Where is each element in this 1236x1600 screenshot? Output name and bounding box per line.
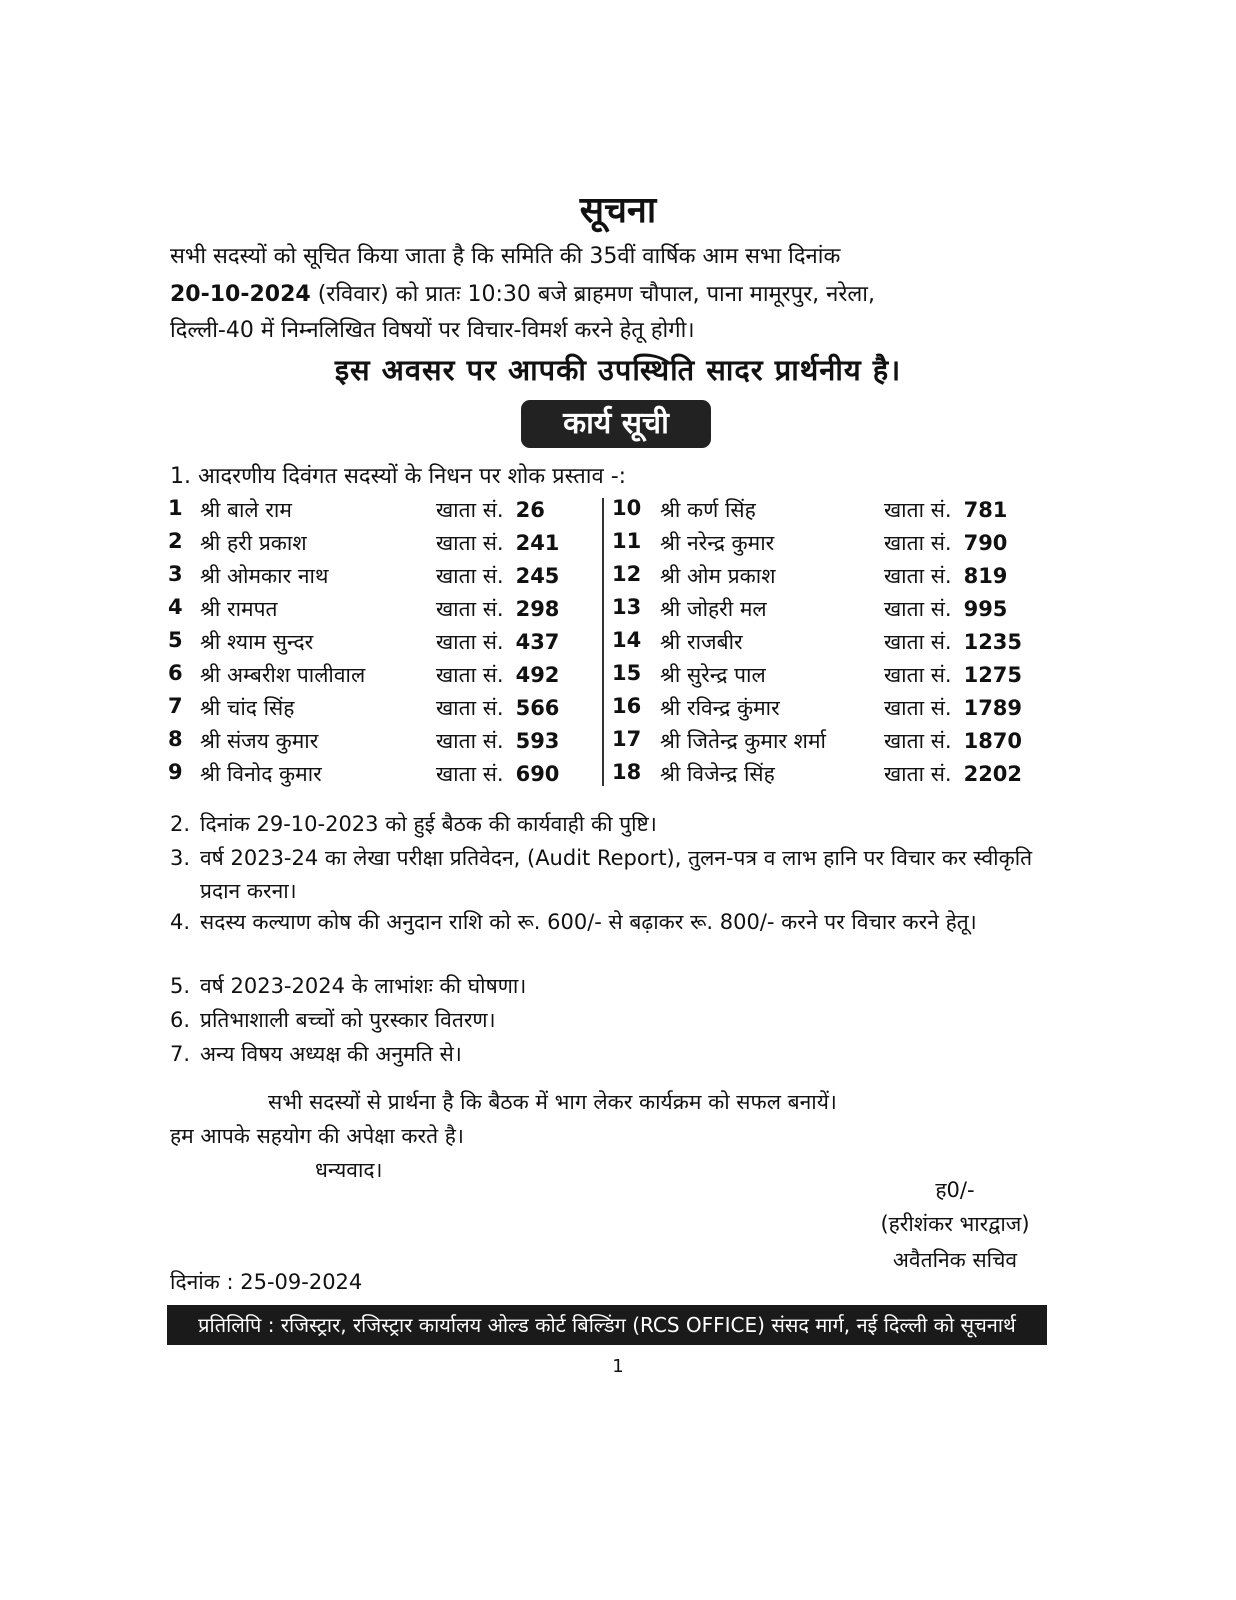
member-account [884, 529, 1007, 557]
account-label: खाता सं. [436, 531, 504, 555]
member-row [0, 595, 1236, 628]
signature-sd: ह0/- [935, 1178, 975, 1202]
account-label: खाता सं. [436, 762, 504, 786]
member-name: श्री चांद सिंह [200, 696, 295, 720]
member-serial: 1 [168, 496, 183, 520]
member-row [0, 529, 1236, 562]
agenda-item-text: अन्य विषय अध्यक्ष की अनुमति से। [200, 1042, 462, 1066]
account-label: खाता सं. [884, 630, 952, 654]
member-name: श्री कर्ण सिंह [660, 498, 756, 522]
closing-line-1: सभी सदस्यों से प्रार्थना है कि बैठक में भाग लेकर कार्यक्रम को सफल बनायें। [268, 1090, 837, 1114]
member-serial: 8 [168, 727, 183, 751]
member-serial: 16 [612, 694, 642, 718]
member-row [0, 562, 1236, 595]
signatory-designation: अवैतनिक सचिव [892, 1248, 1018, 1272]
account-label: खाता सं. [436, 663, 504, 687]
member-name: श्री राजबीर [660, 630, 743, 654]
member-account [884, 595, 1007, 623]
agenda-item-number: 3. [170, 846, 191, 870]
account-number: 690 [515, 762, 560, 786]
member-name: श्री बाले राम [200, 498, 292, 522]
account-number: 298 [515, 597, 560, 621]
member-row [0, 727, 1236, 760]
closing-line-2: हम आपके सहयोग की अपेक्षा करते है। [170, 1124, 464, 1148]
account-number: 790 [963, 531, 1008, 555]
member-name: श्री जोहरी मल [660, 597, 767, 621]
member-serial: 14 [612, 628, 642, 652]
account-label: खाता सं. [884, 531, 952, 555]
member-serial: 2 [168, 529, 183, 553]
account-label: खाता सं. [884, 498, 952, 522]
member-account [884, 727, 1022, 755]
notice-title: सूचना [579, 190, 657, 231]
agenda-item-text: दिनांक 29-10-2023 को हुई बैठक की कार्यवाही की पुष्टि। [200, 812, 657, 836]
account-number: 593 [515, 729, 560, 753]
member-name: श्री हरी प्रकाश [200, 531, 307, 555]
account-number: 492 [515, 663, 560, 687]
account-number: 437 [515, 630, 560, 654]
agenda-item-text: प्रतिभाशाली बच्चों को पुरस्कार वितरण। [200, 1008, 496, 1032]
agenda-item-text: वर्ष 2023-2024 के लाभांशः की घोषणा। [200, 974, 527, 998]
account-number: 26 [515, 498, 545, 522]
member-account [884, 694, 1022, 722]
account-label: खाता सं. [884, 663, 952, 687]
notice-date: दिनांक : 25-09-2024 [170, 1270, 363, 1294]
member-row [0, 694, 1236, 727]
account-label: खाता सं. [884, 729, 952, 753]
member-serial: 7 [168, 694, 183, 718]
account-label: खाता सं. [884, 564, 952, 588]
agenda-item [170, 1004, 1050, 1037]
member-row [0, 496, 1236, 529]
member-serial: 9 [168, 760, 183, 784]
member-serial: 12 [612, 562, 642, 586]
member-account [884, 661, 1022, 689]
agenda-item [170, 906, 1050, 972]
intro-line-2-rest: (रविवार) को प्रातः 10:30 बजे ब्राहमण चौपाल, पाना मामूरपुर, नरेला, [317, 282, 875, 307]
member-account [884, 760, 1022, 788]
member-serial: 11 [612, 529, 642, 553]
agenda-item-number: 5. [170, 974, 191, 998]
member-name: श्री जितेन्द्र कुमार शर्मा [660, 729, 826, 753]
item-1-heading: 1. आदरणीय दिवंगत सदस्यों के निधन पर शोक प्रस्ताव -: [170, 464, 627, 489]
account-number: 819 [963, 564, 1008, 588]
invite-line: इस अवसर पर आपकी उपस्थिति सादर प्रार्थनीय है। [334, 353, 902, 387]
member-name: श्री ओम प्रकाश [660, 564, 776, 588]
member-serial: 4 [168, 595, 183, 619]
account-number: 241 [515, 531, 560, 555]
member-name: श्री नरेन्द्र कुमार [660, 531, 775, 555]
agenda-item-text: सदस्य कल्याण कोष की अनुदान राशि को रू. 600/- से बढ़ाकर रू. 800/- करने पर विचार करने हेतू। [200, 910, 977, 934]
account-label: खाता सं. [436, 597, 504, 621]
account-label: खाता सं. [436, 498, 504, 522]
intro-line-3: दिल्ली-40 में निम्नलिखित विषयों पर विचार-विमर्श करने हेतू होगी। [170, 318, 695, 343]
member-name: श्री अम्बरीश पालीवाल [200, 663, 366, 687]
member-name: श्री विनोद कुमार [200, 762, 322, 786]
agenda-item [170, 1038, 1050, 1071]
agenda-item [170, 808, 1050, 841]
account-number: 1275 [963, 663, 1023, 687]
member-name: श्री श्याम सुन्दर [200, 630, 314, 654]
member-account [884, 628, 1022, 656]
intro-line-2 [170, 278, 1050, 308]
member-serial: 13 [612, 595, 642, 619]
meeting-date: 20-10-2024 [170, 282, 311, 307]
account-label: खाता सं. [884, 762, 952, 786]
account-label: खाता सं. [436, 564, 504, 588]
member-serial: 18 [612, 760, 642, 784]
account-number: 781 [963, 498, 1008, 522]
member-name: श्री रामपत [200, 597, 278, 621]
account-label: खाता सं. [884, 597, 952, 621]
account-number: 1870 [963, 729, 1023, 753]
page-number: 1 [612, 1356, 624, 1377]
member-serial: 15 [612, 661, 642, 685]
member-serial: 10 [612, 496, 642, 520]
account-label: खाता सं. [436, 696, 504, 720]
member-account [884, 562, 1007, 590]
member-name: श्री संजय कुमार [200, 729, 319, 753]
account-label: खाता सं. [884, 696, 952, 720]
member-name: श्री विजेन्द्र सिंह [660, 762, 775, 786]
account-label: खाता सं. [436, 729, 504, 753]
agenda-item-text: वर्ष 2023-24 का लेखा परीक्षा प्रतिवेदन, (Audit Report), तुलन-पत्र व लाभ हानि पर विचार कर स्वीकृति प्रदान करना। [200, 846, 1033, 903]
member-row [0, 628, 1236, 661]
agenda-badge: कार्य सूची [521, 400, 711, 448]
account-number: 566 [515, 696, 560, 720]
copy-to-footer: प्रतिलिपि : रजिस्ट्रार, रजिस्ट्रार कार्यालय ओल्ड कोर्ट बिल्डिंग (RCS OFFICE) संसद मार्ग, नई दिल्ली को सूचनार्थ [167, 1305, 1047, 1345]
agenda-item-number: 4. [170, 910, 191, 934]
agenda-item [170, 842, 1050, 908]
account-number: 245 [515, 564, 560, 588]
account-number: 2202 [963, 762, 1023, 786]
agenda-item-number: 7. [170, 1042, 191, 1066]
member-name: श्री रविन्द्र कुंमार [660, 696, 780, 720]
agenda-item-number: 6. [170, 1008, 191, 1032]
signatory-name: (हरीशंकर भारद्वाज) [880, 1212, 1030, 1236]
account-number: 1789 [963, 696, 1023, 720]
member-name: श्री सुरेन्द्र पाल [660, 663, 766, 687]
account-number: 995 [963, 597, 1008, 621]
member-row [0, 661, 1236, 694]
member-serial: 3 [168, 562, 183, 586]
account-number: 1235 [963, 630, 1023, 654]
member-serial: 5 [168, 628, 183, 652]
agenda-item [170, 970, 1050, 1003]
account-label: खाता सं. [436, 630, 504, 654]
member-serial: 17 [612, 727, 642, 751]
member-serial: 6 [168, 661, 183, 685]
member-name: श्री ओमकार नाथ [200, 564, 329, 588]
intro-line-1: सभी सदस्यों को सूचित किया जाता है कि समिति की 35वीं वार्षिक आम सभा दिनांक [170, 244, 841, 269]
agenda-item-number: 2. [170, 812, 191, 836]
thanks: धन्यवाद। [315, 1158, 383, 1182]
member-account [884, 496, 1007, 524]
member-row [0, 760, 1236, 793]
